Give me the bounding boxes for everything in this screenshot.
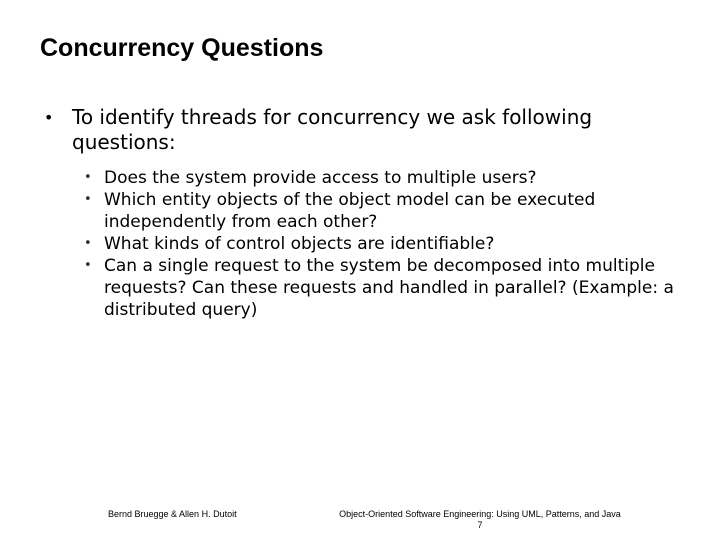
bullet-list <box>44 105 684 321</box>
bullet-dot-icon: • <box>84 170 92 185</box>
bullet-dot-icon: • <box>84 236 92 251</box>
bullet-dot-icon: • <box>44 108 54 127</box>
bullet-dot-icon: • <box>84 192 92 207</box>
sub-bullet-text: Does the system provide access to multiple users? <box>104 168 537 188</box>
footer-book-title: Object-Oriented Software Engineering: Using UML, Patterns, and Java <box>339 509 621 519</box>
sub-bullet-item <box>84 189 684 233</box>
footer-authors: Bernd Bruegge & Allen H. Dutoit <box>108 509 237 519</box>
slide-title: Concurrency Questions <box>40 34 324 62</box>
footer-book <box>316 509 644 531</box>
sub-bullet-item <box>84 233 684 255</box>
sub-bullet-item <box>84 255 684 321</box>
main-bullet <box>44 105 684 155</box>
sub-bullet-text: What kinds of control objects are identifiable? <box>104 234 495 254</box>
sub-bullet-text: Which entity objects of the object model can be executed independently from each other? <box>104 190 596 232</box>
page-number: 7 <box>477 520 483 530</box>
sub-bullet-item <box>84 167 684 189</box>
sub-bullet-list <box>84 167 684 321</box>
bullet-dot-icon: • <box>84 258 92 273</box>
main-bullet-text: To identify threads for concurrency we ask following questions: <box>72 105 593 154</box>
sub-bullet-text: Can a single request to the system be decomposed into multiple requests? Can these requests and handled in parallel? (Example: a distributed query) <box>104 256 674 320</box>
